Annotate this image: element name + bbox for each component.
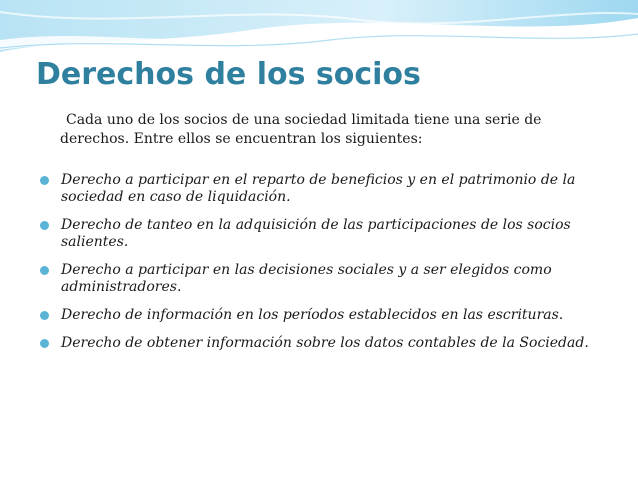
slide-title: Derechos de los socios — [36, 57, 421, 92]
rights-list — [40, 172, 610, 363]
bullet-dot-icon — [40, 266, 49, 275]
list-item — [40, 262, 610, 296]
list-item — [40, 172, 610, 206]
list-item-text: Derecho de obtener información sobre los datos contables de la Sociedad. — [61, 335, 589, 351]
intro-paragraph: Cada uno de los socios de una sociedad limitada tiene una serie de derechos. Entre ellos se encuentran los siguientes: — [60, 112, 542, 147]
list-item — [40, 335, 610, 352]
header-wave-banner — [0, 0, 638, 55]
list-item — [40, 307, 610, 324]
list-item-text: Derecho de tanteo en la adquisición de las participaciones de los socios salientes. — [61, 217, 571, 250]
list-item-text: Derecho a participar en el reparto de beneficios y en el patrimonio de la sociedad en caso de liquidación. — [61, 172, 576, 205]
bullet-dot-icon — [40, 176, 49, 185]
list-item-text: Derecho de información en los períodos establecidos en las escrituras. — [61, 307, 564, 323]
list-item — [40, 217, 610, 251]
bullet-dot-icon — [40, 311, 49, 320]
bullet-dot-icon — [40, 339, 49, 348]
bullet-dot-icon — [40, 221, 49, 230]
list-item-text: Derecho a participar en las decisiones sociales y a ser elegidos como administradores. — [61, 262, 552, 295]
